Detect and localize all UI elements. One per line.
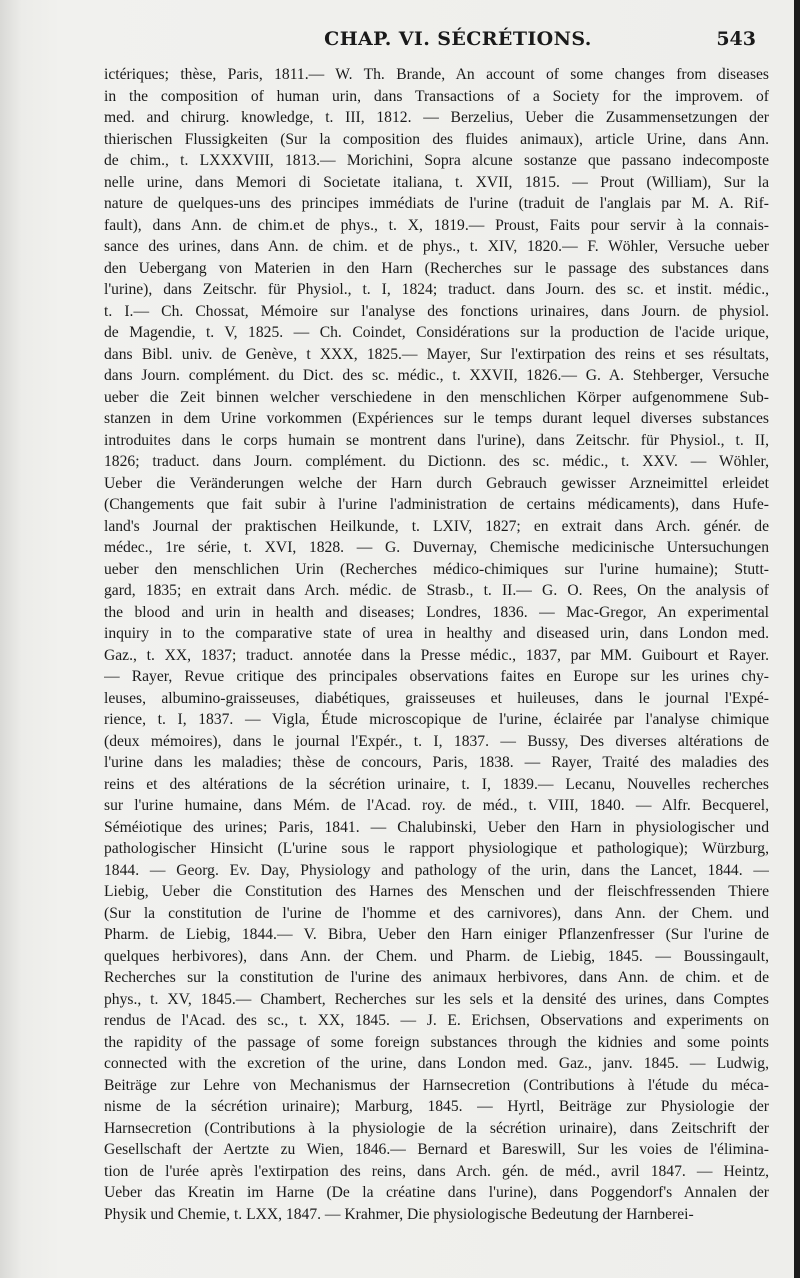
text-line: fault), dans Ann. de chim.et de phys., t. X, 1819.— Proust, Faits pour servir à la connais- <box>104 216 769 234</box>
text-line: stanzen in dem Urine vorkommen (Expériences sur le temps durant lequel diverses substances <box>104 410 769 427</box>
text-line: t. I.— Ch. Chossat, Mémoire sur l'analyse des fonctions urinaires, dans Journ. de physiol. <box>104 302 769 320</box>
text-line: Beiträge zur Lehre von Mechanismus der Harnsecretion (Contributions à l'étude du méca- <box>104 1076 769 1094</box>
text-line: leuses, albumino-graisseuses, diabétiques, graisseuses et huileuses, dans le journal l'Expé- <box>104 689 769 707</box>
text-line: introduites dans le corps humain se montrent dans l'urine), dans Zeitschr. für Physiol., t. II, <box>104 431 769 449</box>
text-line: Séméiotique des urines; Paris, 1841. — Chalubinski, Ueber den Harn in physiologischer und <box>104 818 769 836</box>
text-line: quelques herbivores), dans Ann. der Chem. und Pharm. de Liebig, 1845. — Boussingault, <box>104 947 769 965</box>
text-line: 1826; traduct. dans Journ. complément. du Dictionn. des sc. médic., t. XXV. — Wöhler, <box>104 453 769 470</box>
text-line: the blood and urin in health and diseases; Londres, 1836. — Mac-Gregor, An experimental <box>104 603 769 621</box>
text-line: pathologischer Hinsicht (L'urine sous le rapport physiologique et pathologique); Würzburg, <box>104 840 769 857</box>
text-line: reins et des altérations de la sécrétion urinaire, t. I, 1839.— Lecanu, Nouvelles recherches <box>104 775 769 793</box>
text-line: thierischen Flussigkeiten (Sur la composition des fluides animaux), article Urine, dans Ann. <box>104 130 769 148</box>
text-line: nature de quelques-uns des principes immédiats de l'urine (traduit de l'anglais par M. A. Rif- <box>104 195 769 212</box>
text-line: (Sur la constitution de l'urine de l'homme et des carnivores), dans Ann. der Chem. und <box>104 904 769 922</box>
text-line: in the composition of human urin, dans Transactions of a Society for the improvem. of <box>104 87 769 105</box>
text-line: (deux mémoires), dans le journal l'Expér., t. I, 1837. — Bussy, Des diverses altérations de <box>104 732 769 750</box>
text-line: Gesellschaft der Aertzte zu Wien, 1846.— Bernard et Bareswill, Sur les voies de l'élimina- <box>104 1141 769 1158</box>
text-line: ueber den menschlichen Urin (Recherches médico-chimiques sur l'urine humaine); Stutt- <box>104 560 769 578</box>
text-line: de chim., t. LXXXVIII, 1813.— Morichini, Sopra alcune sostanze que passano indecomposte <box>104 152 769 169</box>
text-line: 1844. — Georg. Ev. Day, Physiology and pathology of the urin, dans the Lancet, 1844. — <box>104 861 769 879</box>
text-line: med. and chirurg. knowledge, t. III, 1812. — Berzelius, Ueber die Zusammensetzungen der <box>104 109 769 126</box>
text-line: gard, 1835; en extrait dans Arch. médic. de Strasb., t. II.— G. O. Rees, On the analysis of <box>104 582 769 599</box>
text-line: rience, t. I, 1837. — Vigla, Étude microscopique de l'urine, éclairée par l'analyse chimique <box>104 711 769 728</box>
text-line: Ueber die Veränderungen welche der Harn durch Gebrauch gewisser Arzneimittel erleidet <box>104 474 769 492</box>
text-line: ictériques; thèse, Paris, 1811.— W. Th. Brande, An account of some changes from diseases <box>104 66 769 83</box>
page-edge-shadow <box>794 0 800 1278</box>
page-number: 543 <box>716 28 756 50</box>
text-line: nisme de la sécrétion urinaire); Marburg, 1845. — Hyrtl, Beiträge zur Physiologie der <box>104 1098 769 1115</box>
text-line: Ueber das Kreatin im Harne (De la créatine dans l'urine), dans Poggendorf's Annalen der <box>104 1184 769 1201</box>
text-line: connected with the excretion of the urine, dans London med. Gaz., janv. 1845. — Ludwig, <box>104 1055 769 1072</box>
page-header <box>100 28 756 58</box>
text-line: sance des urines, dans Ann. de chim. et de phys., t. XIV, 1820.— F. Wöhler, Versuche ueber <box>104 238 769 255</box>
text-line: Gaz., t. XX, 1837; traduct. annotée dans la Presse médic., 1837, par MM. Guibourt et Rayer. <box>104 646 769 664</box>
text-line: l'urine dans les maladies; thèse de concours, Paris, 1838. — Rayer, Traité des maladies des <box>104 754 769 771</box>
text-line: Pharm. de Liebig, 1844.— V. Bibra, Ueber den Harn einiger Pflanzenfresser (Sur l'urine de <box>104 926 769 943</box>
text-line: tion de l'urée après l'extirpation des reins, dans Arch. gén. de méd., avril 1847. — Heintz, <box>104 1162 769 1180</box>
text-line: inquiry in to the comparative state of urea in healthy and diseased urin, dans London med. <box>104 625 769 642</box>
text-line: Physik und Chemie, t. LXX, 1847. — Krahmer, Die physiologische Bedeutung der Harnberei- <box>104 1205 694 1223</box>
text-line: rendus de l'Acad. des sc., t. XX, 1845. — J. E. Erichsen, Observations and experiments on <box>104 1012 769 1029</box>
text-line: (Changements que fait subir à l'urine l'administration de certains médicaments), dans Hufe- <box>104 496 769 513</box>
text-line: Harnsecretion (Contributions à la physiologie de la sécrétion urinaire), dans Zeitschrift der <box>104 1119 769 1137</box>
running-title: CHAP. VI. SÉCRÉTIONS. <box>324 28 592 50</box>
text-line: the rapidity of the passage of some foreign substances through the kidnies and some points <box>104 1033 769 1051</box>
text-line: de Magendie, t. V, 1825. — Ch. Coindet, Considérations sur la production de l'acide urique, <box>104 324 769 341</box>
text-line: den Uebergang von Materien in den Harn (Recherches sur le passage des substances dans <box>104 259 769 277</box>
text-line: nelle urine, dans Memori di Societate italiana, t. XVII, 1815. — Prout (William), Sur la <box>104 173 769 191</box>
text-line: ueber die Zeit binnen welcher verschiedene in den menschlichen Körper aufgenommene Sub- <box>104 388 769 406</box>
text-line: Liebig, Ueber die Constitution des Harnes des Menschen und der fleischfressenden Thiere <box>104 883 769 900</box>
bibliography-text <box>104 64 769 1225</box>
text-line: dans Bibl. univ. de Genève, t XXX, 1825.— Mayer, Sur l'extirpation des reins et ses résultats, <box>104 345 769 363</box>
text-line: — Rayer, Revue critique des principales observations faites en Europe sur les urines chy- <box>104 668 769 685</box>
text-line: Recherches sur la constitution de l'urine des animaux herbivores, dans Ann. de chim. et de <box>104 969 769 986</box>
text-line: sur l'urine humaine, dans Mém. de l'Acad. roy. de méd., t. VIII, 1840. — Alfr. Becquerel, <box>104 797 769 814</box>
text-line: dans Journ. complément. du Dict. des sc. médic., t. XXVII, 1826.— G. A. Stehberger, Versuche <box>104 367 769 384</box>
text-line: l'urine), dans Zeitschr. für Physiol., t. I, 1824; traduct. dans Journ. des sc. et instit. médic., <box>104 281 769 298</box>
text-line: médec., 1re série, t. XVI, 1828. — G. Duvernay, Chemische medicinische Untersuchungen <box>104 539 769 556</box>
text-line: land's Journal der praktischen Heilkunde, t. LXIV, 1827; en extrait dans Arch. génér. de <box>104 517 769 535</box>
text-line: phys., t. XV, 1845.— Chambert, Recherches sur les sels et la densité des urines, dans Comptes <box>104 990 769 1008</box>
